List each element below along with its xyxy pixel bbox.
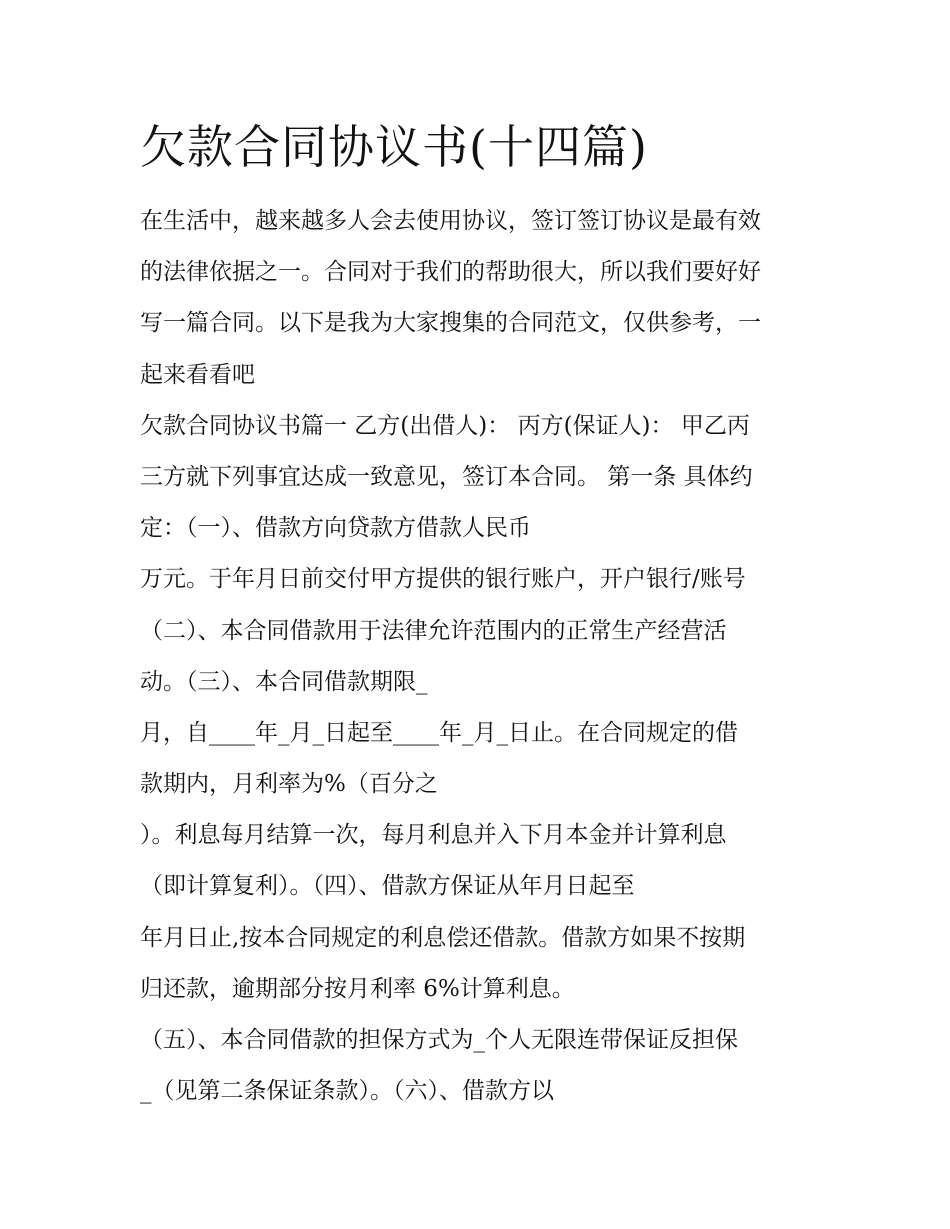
body-line: 万元。于年月日前交付甲方提供的银行账户，开户银行/账号 [140, 566, 746, 593]
body-line: 三方就下列事宜达成一致意见，签订本合同。 第一条 具体约 [140, 463, 753, 490]
body-line: 起来看看吧 [140, 361, 255, 388]
body-line: 定：（一）、借款方向贷款方借款人民币 [140, 515, 531, 542]
body-line: （二）、本合同借款用于法律允许范围内的正常生产经营活 [140, 617, 727, 644]
body-line: 欠款合同协议书篇一 乙方(出借人)： 丙方(保证人)： 甲乙丙 [140, 412, 750, 439]
body-line: （五）、本合同借款的担保方式为_个人无限连带保证反担保 [140, 1027, 738, 1053]
body-line: _（见第二条保证条款）。（六）、借款方以 [140, 1078, 554, 1105]
document-body [140, 196, 820, 1117]
body-line: 写一篇合同。以下是我为大家搜集的合同范文，仅供参考，一 [140, 310, 761, 337]
document-title: 欠款合同协议书(十四篇) [140, 120, 648, 174]
body-line: （即计算复利）。（四）、借款方保证从年月日起至 [140, 873, 635, 900]
body-line: 的法律依据之一。合同对于我们的帮助很大，所以我们要好好 [140, 259, 761, 286]
body-line: ）。利息每月结算一次，每月利息并入下月本金并计算利息 [140, 822, 727, 849]
body-line: 月，自____年_月_日起至____年_月_日止。在合同规定的借 [140, 719, 738, 746]
body-line: 归还款，逾期部分按月利率 6%计算利息。 [140, 975, 575, 1002]
body-line: 年月日止,按本合同规定的利息偿还借款。借款方如果不按期 [140, 924, 746, 951]
body-line: 款期内，月利率为%（百分之 [140, 771, 438, 798]
body-line: 在生活中，越来越多人会去使用协议，签订签订协议是最有效 [140, 208, 761, 234]
body-line: 动。（三）、本合同借款期限_ [140, 668, 428, 695]
